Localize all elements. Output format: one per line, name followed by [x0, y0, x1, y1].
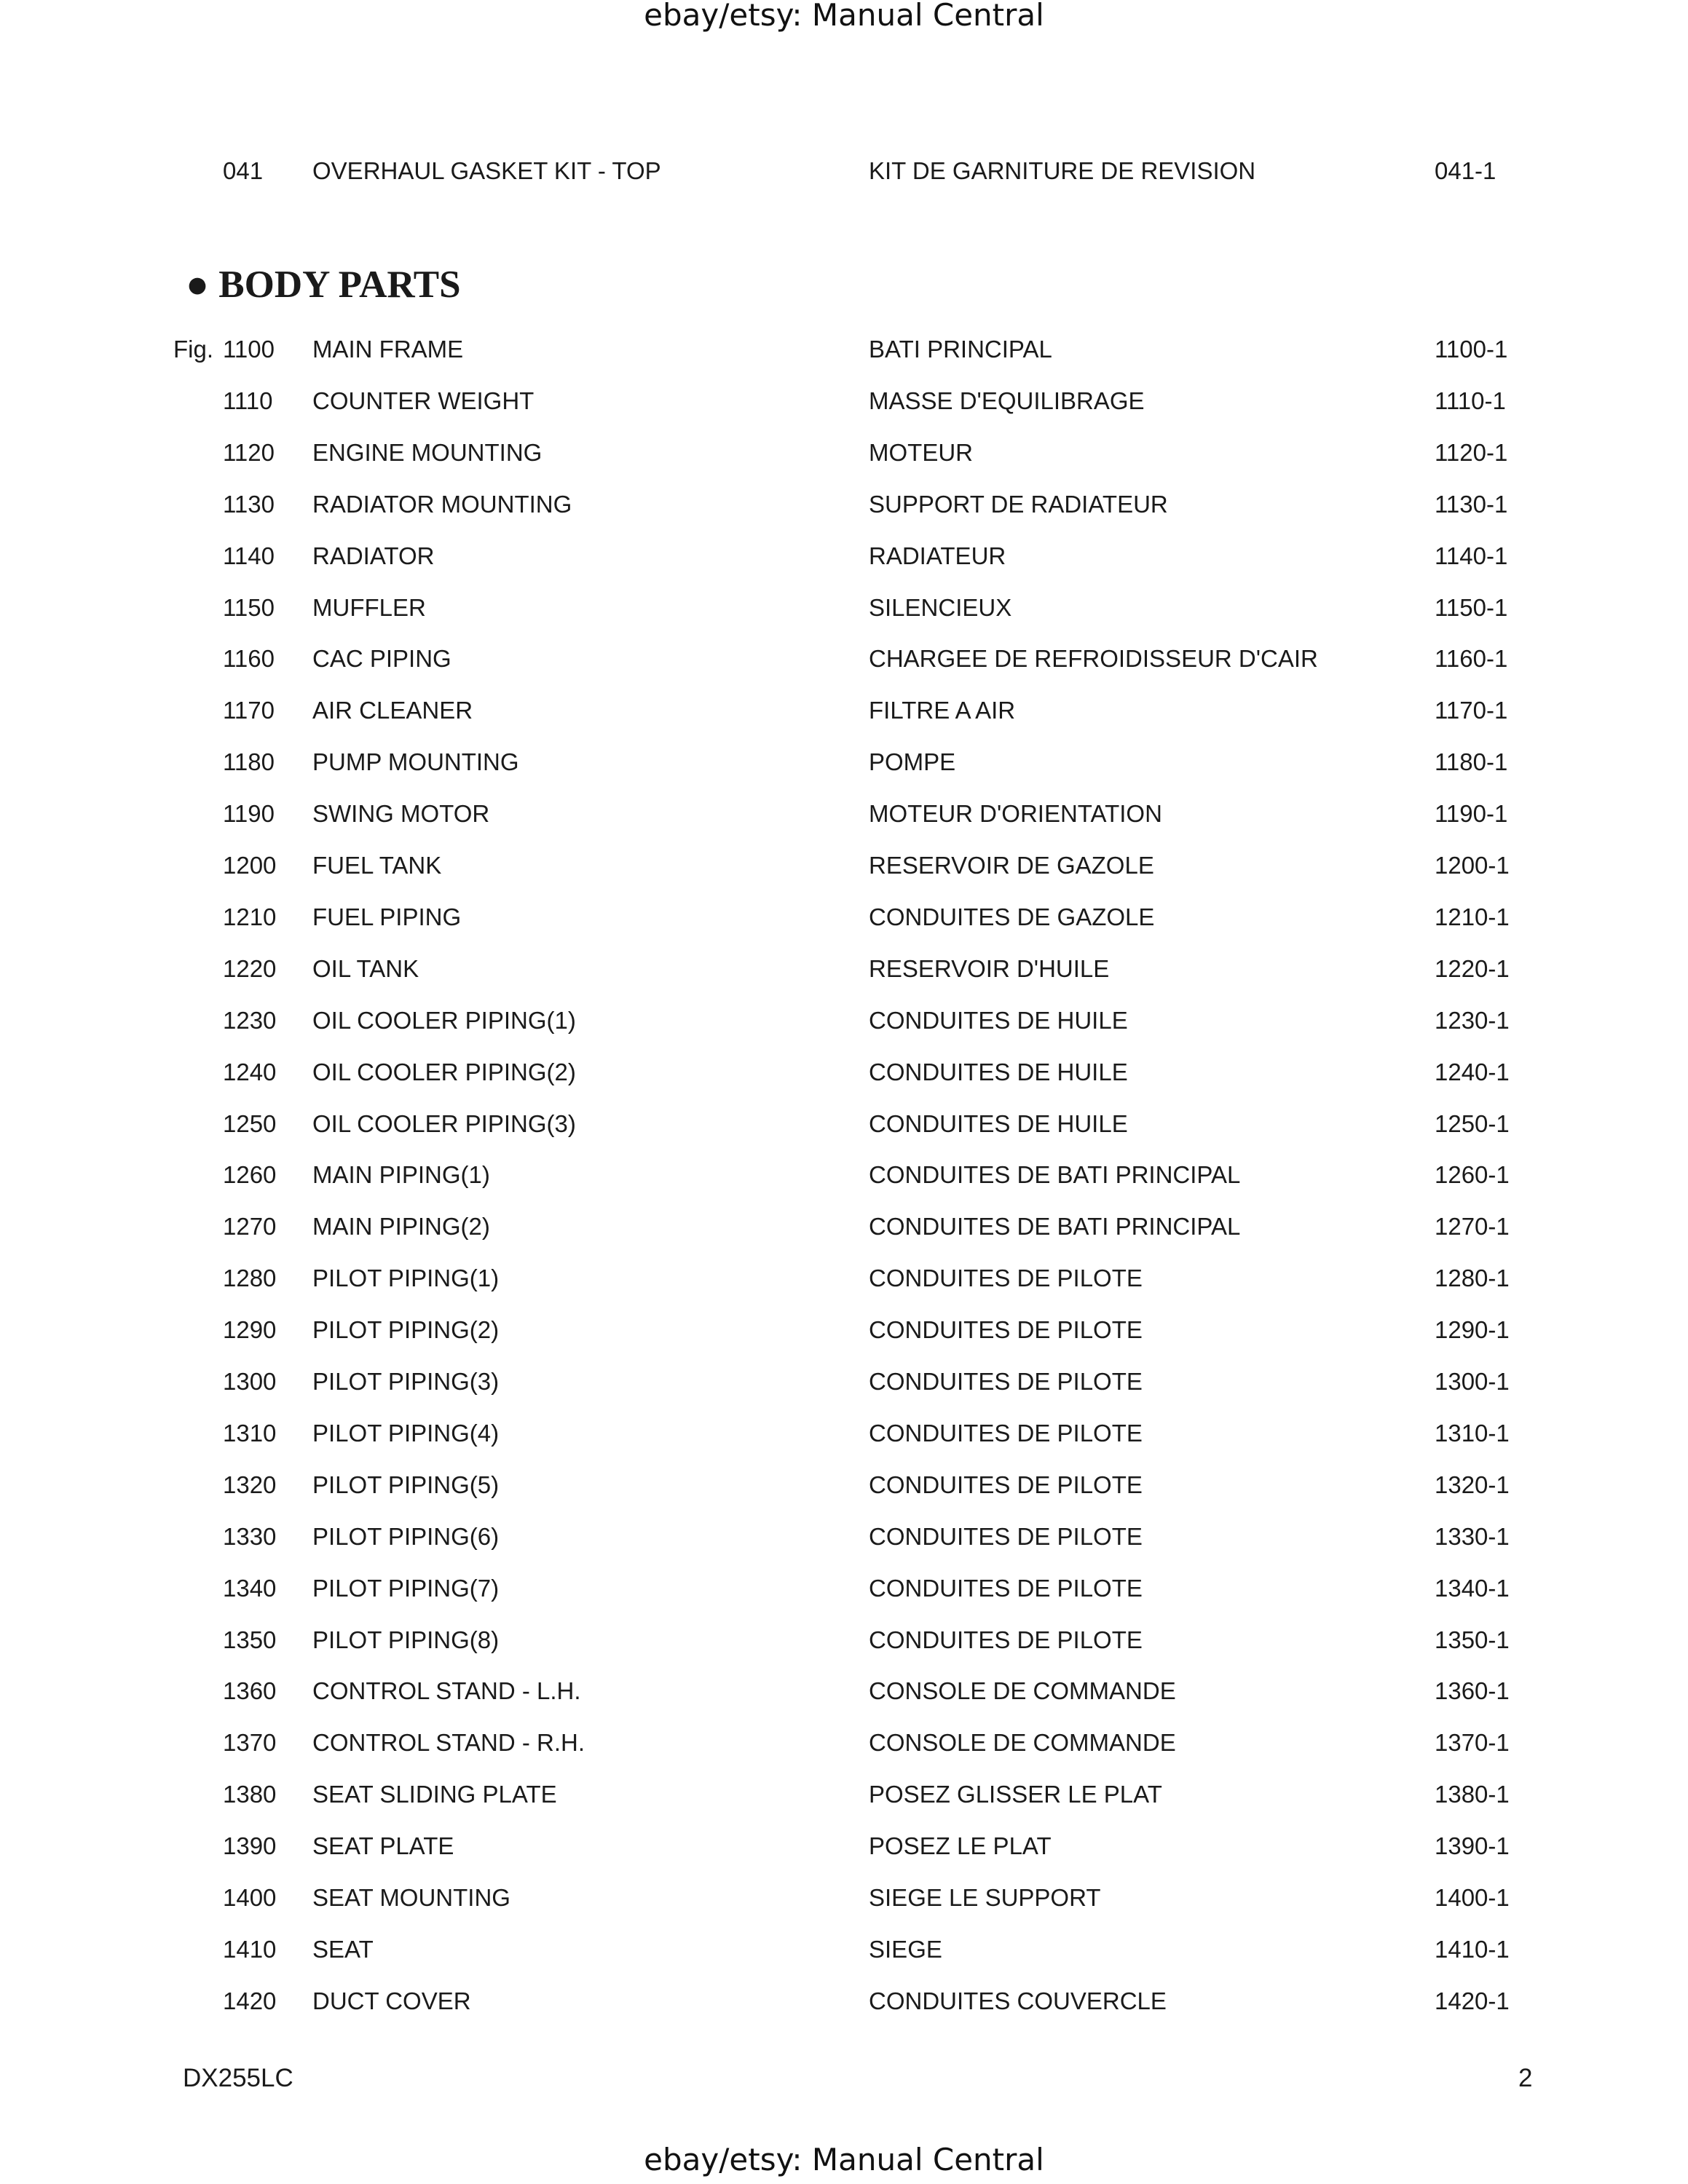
footer-page-number: 2 [1518, 2064, 1533, 2092]
list-item [0, 1002, 1688, 1039]
figure-number: 1310 [223, 1420, 277, 1447]
page-reference: 1350-1 [1435, 1626, 1510, 1653]
part-name-english: SEAT [312, 1936, 374, 1963]
part-name-french: FILTRE A AIR [869, 697, 1016, 724]
part-name-english: CAC PIPING [312, 645, 451, 672]
part-name-french: CONDUITES DE PILOTE [869, 1523, 1143, 1550]
part-name-french: CONDUITES DE PILOTE [869, 1316, 1143, 1343]
part-name-english: FUEL TANK [312, 852, 442, 879]
page-reference: 1260-1 [1435, 1161, 1510, 1188]
list-item [0, 486, 1688, 523]
page-reference: 1410-1 [1435, 1936, 1510, 1963]
list-item [0, 951, 1688, 987]
page-reference: 1360-1 [1435, 1677, 1510, 1704]
figure-number: 1420 [223, 1987, 277, 2014]
list-item [0, 1312, 1688, 1348]
part-name-french: CONDUITES DE PILOTE [869, 1420, 1143, 1447]
figure-number: 1100 [223, 336, 275, 363]
list-item [0, 1828, 1688, 1864]
figure-number: 1400 [223, 1884, 277, 1911]
part-name-french: KIT DE GARNITURE DE REVISION [869, 157, 1256, 184]
part-name-english: SEAT MOUNTING [312, 1884, 510, 1911]
part-name-french: CONSOLE DE COMMANDE [869, 1729, 1176, 1756]
page-reference: 1110-1 [1435, 387, 1506, 414]
part-name-english: PILOT PIPING(3) [312, 1368, 500, 1395]
list-item [0, 383, 1688, 419]
part-name-english: OVERHAUL GASKET KIT - TOP [312, 157, 661, 184]
figure-number: 1300 [223, 1368, 277, 1395]
page-reference: 1310-1 [1435, 1420, 1510, 1447]
list-item [0, 1467, 1688, 1503]
part-name-english: SEAT SLIDING PLATE [312, 1781, 557, 1808]
part-name-french: CONDUITES COUVERCLE [869, 1987, 1167, 2014]
page-reference: 1370-1 [1435, 1729, 1510, 1756]
list-item [0, 435, 1688, 471]
part-name-french: SIEGE [869, 1936, 942, 1963]
part-name-french: CONDUITES DE HUILE [869, 1059, 1128, 1085]
watermark-bottom: ebay/etsy: Manual Central [644, 2142, 1044, 2177]
list-item [0, 538, 1688, 574]
part-name-english: MAIN FRAME [312, 336, 464, 363]
part-name-french: BATI PRINCIPAL [869, 336, 1052, 363]
figure-number: 1330 [223, 1523, 277, 1550]
part-name-french: CONSOLE DE COMMANDE [869, 1677, 1176, 1704]
figure-number: 1280 [223, 1265, 277, 1291]
part-name-english: PILOT PIPING(4) [312, 1420, 500, 1447]
page-reference: 1180-1 [1435, 748, 1508, 775]
page-reference: 1280-1 [1435, 1265, 1510, 1291]
figure-number: 1370 [223, 1729, 277, 1756]
part-name-english: SWING MOTOR [312, 800, 490, 827]
part-name-french: CONDUITES DE PILOTE [869, 1575, 1143, 1602]
page-reference: 1270-1 [1435, 1213, 1510, 1240]
page-reference: 1390-1 [1435, 1832, 1510, 1859]
list-item [0, 1208, 1688, 1245]
figure-number: 1250 [223, 1110, 277, 1137]
part-name-english: MAIN PIPING(2) [312, 1213, 490, 1240]
part-name-french: SILENCIEUX [869, 594, 1012, 621]
list-item [0, 1106, 1688, 1142]
part-name-english: FUEL PIPING [312, 903, 462, 930]
figure-number: 1240 [223, 1059, 277, 1085]
part-name-french: SUPPORT DE RADIATEUR [869, 491, 1168, 518]
figure-number: 1290 [223, 1316, 277, 1343]
list-item [0, 1519, 1688, 1555]
page-reference: 1190-1 [1435, 800, 1508, 827]
page-reference: 1330-1 [1435, 1523, 1510, 1550]
figure-number: 1110 [223, 387, 273, 414]
figure-number: 1140 [223, 542, 275, 569]
part-name-english: CONTROL STAND - L.H. [312, 1677, 581, 1704]
figure-number: 1200 [223, 852, 277, 879]
page-reference: 1100-1 [1435, 336, 1508, 363]
page-reference: 1160-1 [1435, 645, 1508, 672]
figure-number: 1180 [223, 748, 275, 775]
part-name-french: RESERVOIR D'HUILE [869, 955, 1110, 982]
list-item [0, 1260, 1688, 1297]
page-reference: 1340-1 [1435, 1575, 1510, 1602]
list-item [0, 847, 1688, 884]
figure-prefix: Fig. [173, 336, 214, 363]
part-name-french: CONDUITES DE PILOTE [869, 1368, 1143, 1395]
list-item [0, 1570, 1688, 1607]
part-name-french: RADIATEUR [869, 542, 1006, 569]
figure-number: 1150 [223, 594, 275, 621]
part-name-french: POSEZ GLISSER LE PLAT [869, 1781, 1162, 1808]
page-reference: 1300-1 [1435, 1368, 1510, 1395]
list-item [0, 590, 1688, 626]
page-reference: 1380-1 [1435, 1781, 1510, 1808]
figure-number: 1260 [223, 1161, 277, 1188]
figure-number: 1350 [223, 1626, 277, 1653]
figure-number: 1410 [223, 1936, 277, 1963]
part-name-english: PILOT PIPING(8) [312, 1626, 500, 1653]
page-reference: 1290-1 [1435, 1316, 1510, 1343]
page-reference: 1140-1 [1435, 542, 1508, 569]
part-name-english: PILOT PIPING(1) [312, 1265, 500, 1291]
part-name-english: RADIATOR MOUNTING [312, 491, 572, 518]
watermark-top: ebay/etsy: Manual Central [644, 0, 1044, 33]
part-name-english: DUCT COVER [312, 1987, 471, 2014]
list-item [0, 1415, 1688, 1452]
part-name-english: MUFFLER [312, 594, 426, 621]
page-reference: 1170-1 [1435, 697, 1508, 724]
list-item [0, 641, 1688, 677]
list-item [0, 1931, 1688, 1968]
part-name-french: CONDUITES DE PILOTE [869, 1265, 1143, 1291]
figure-number: 1170 [223, 697, 275, 724]
page-reference: 1230-1 [1435, 1007, 1510, 1034]
list-item [0, 692, 1688, 729]
list-item [0, 744, 1688, 780]
page-reference: 1240-1 [1435, 1059, 1510, 1085]
footer-model: DX255LC [183, 2064, 293, 2092]
list-item [0, 1673, 1688, 1709]
list-item [0, 796, 1688, 832]
part-name-french: MOTEUR [869, 439, 973, 466]
figure-number: 1120 [223, 439, 275, 466]
part-name-english: PILOT PIPING(7) [312, 1575, 500, 1602]
list-item [0, 1725, 1688, 1761]
figure-number: 1190 [223, 800, 275, 827]
part-name-french: CONDUITES DE HUILE [869, 1007, 1128, 1034]
part-name-french: CONDUITES DE GAZOLE [869, 903, 1155, 930]
part-name-english: RADIATOR [312, 542, 435, 569]
page-reference: 1150-1 [1435, 594, 1508, 621]
part-name-english: PILOT PIPING(6) [312, 1523, 500, 1550]
page-reference: 041-1 [1435, 157, 1496, 184]
figure-number: 1270 [223, 1213, 277, 1240]
part-name-english: PUMP MOUNTING [312, 748, 519, 775]
part-name-english: PILOT PIPING(2) [312, 1316, 500, 1343]
figure-number: 1390 [223, 1832, 277, 1859]
figure-number: 1220 [223, 955, 277, 982]
page-reference: 1120-1 [1435, 439, 1508, 466]
part-name-english: CONTROL STAND - R.H. [312, 1729, 585, 1756]
list-item [0, 1622, 1688, 1658]
part-name-french: MASSE D'EQUILIBRAGE [869, 387, 1145, 414]
part-name-english: ENGINE MOUNTING [312, 439, 543, 466]
part-name-french: CHARGEE DE REFROIDISSEUR D'CAIR [869, 645, 1318, 672]
page-reference: 1200-1 [1435, 852, 1510, 879]
page-reference: 1130-1 [1435, 491, 1508, 518]
figure-number: 1130 [223, 491, 275, 518]
part-name-french: CONDUITES DE BATI PRINCIPAL [869, 1161, 1241, 1188]
list-item [0, 1054, 1688, 1091]
part-name-english: MAIN PIPING(1) [312, 1161, 490, 1188]
figure-number: 1360 [223, 1677, 277, 1704]
list-item [0, 1776, 1688, 1813]
page-reference: 1250-1 [1435, 1110, 1510, 1137]
part-name-english: PILOT PIPING(5) [312, 1471, 500, 1498]
part-name-english: SEAT PLATE [312, 1832, 454, 1859]
list-item [0, 1157, 1688, 1193]
page-reference: 1220-1 [1435, 955, 1510, 982]
top-entry-row [0, 153, 1688, 189]
figure-number: 1320 [223, 1471, 277, 1498]
figure-number: 1210 [223, 903, 277, 930]
figure-number: 1160 [223, 645, 275, 672]
part-name-french: MOTEUR D'ORIENTATION [869, 800, 1162, 827]
part-name-english: OIL COOLER PIPING(2) [312, 1059, 576, 1085]
part-name-french: SIEGE LE SUPPORT [869, 1884, 1101, 1911]
page-reference: 1400-1 [1435, 1884, 1510, 1911]
part-name-english: COUNTER WEIGHT [312, 387, 535, 414]
part-name-french: CONDUITES DE HUILE [869, 1110, 1128, 1137]
part-name-french: RESERVOIR DE GAZOLE [869, 852, 1154, 879]
list-item [0, 331, 1688, 368]
list-item [0, 899, 1688, 935]
figure-number: 1380 [223, 1781, 277, 1808]
figure-number: 041 [223, 157, 264, 184]
part-name-french: CONDUITES DE PILOTE [869, 1626, 1143, 1653]
page-reference: 1320-1 [1435, 1471, 1510, 1498]
section-title: ● BODY PARTS [186, 264, 461, 306]
figure-number: 1340 [223, 1575, 277, 1602]
part-name-english: OIL COOLER PIPING(3) [312, 1110, 576, 1137]
part-name-english: AIR CLEANER [312, 697, 473, 724]
figure-number: 1230 [223, 1007, 277, 1034]
part-name-french: CONDUITES DE PILOTE [869, 1471, 1143, 1498]
page-reference: 1210-1 [1435, 903, 1510, 930]
part-name-english: OIL TANK [312, 955, 419, 982]
part-name-english: OIL COOLER PIPING(1) [312, 1007, 576, 1034]
list-item [0, 1983, 1688, 2019]
list-item [0, 1880, 1688, 1916]
list-item [0, 1364, 1688, 1400]
part-name-french: CONDUITES DE BATI PRINCIPAL [869, 1213, 1241, 1240]
part-name-french: POSEZ LE PLAT [869, 1832, 1052, 1859]
part-name-french: POMPE [869, 748, 956, 775]
page-reference: 1420-1 [1435, 1987, 1510, 2014]
